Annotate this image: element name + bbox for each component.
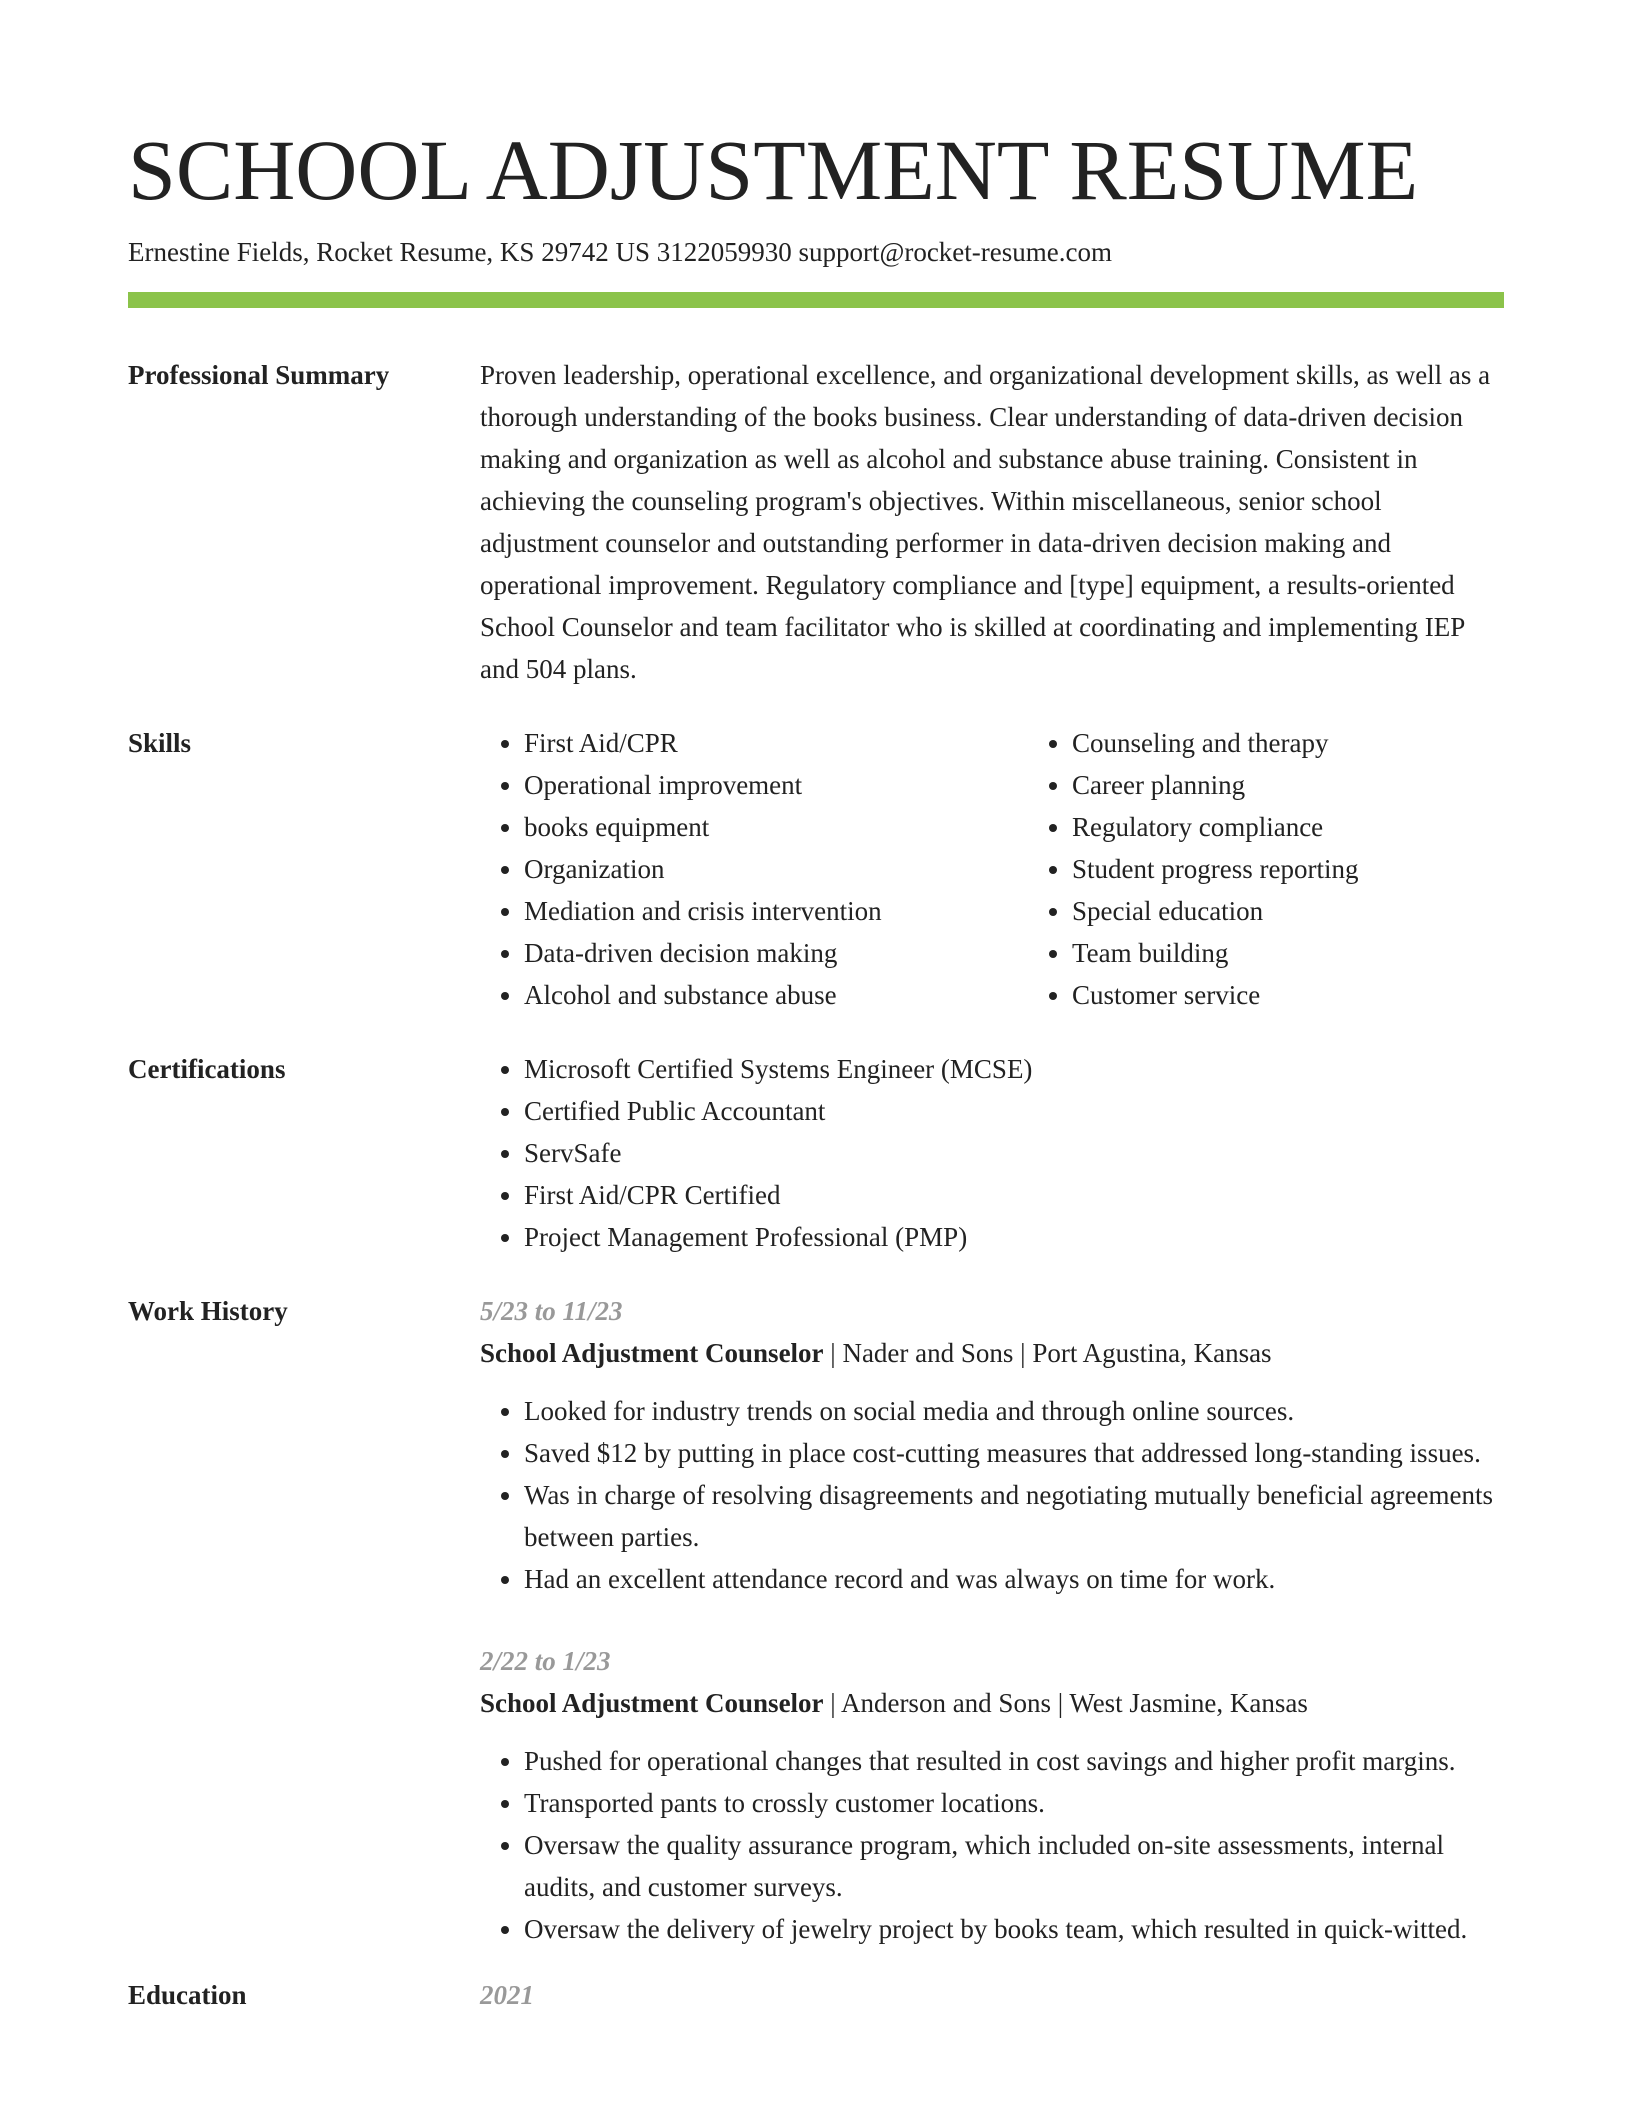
section-label-skills: Skills [128,728,192,758]
job-title: School Adjustment Counselor [480,1338,824,1368]
list-item: • Data-driven decision making [524,932,1028,974]
resume-title: SCHOOL ADJUSTMENT RESUME [128,122,1419,218]
list-item: • Mediation and crisis intervention [524,890,1028,932]
list-item: • Oversaw the quality assurance program, which included on-site assessments, internal audits, and customer surveys. [524,1824,1504,1908]
resume-page [128,120,1504,2016]
certifications-section [128,1048,1504,1258]
education-body [480,1974,1504,2016]
job-bullets [480,1740,1504,1950]
list-item: • Oversaw the delivery of jewelry project by books team, which resulted in quick-witted. [524,1908,1504,1950]
section-label-education: Education [128,1980,247,2010]
list-item: • ServSafe [524,1132,1504,1174]
list-item: • Transported pants to crossly customer locations. [524,1782,1504,1824]
education-section [128,1974,1504,2016]
section-label-summary: Professional Summary [128,360,390,390]
job-date: 5/23 to 11/23 [480,1296,623,1326]
list-item: • Special education [1072,890,1358,932]
job-bullets [480,1390,1504,1600]
job-entry [480,1640,1504,1950]
job-date: 2/22 to 1/23 [480,1646,611,1676]
skills-columns [480,722,1504,1016]
list-item: • Alcohol and substance abuse [524,974,1028,1016]
skills-list-right [1028,722,1358,1016]
certifications-list [480,1048,1504,1258]
education-date: 2021 [480,1980,534,2010]
work-history-body [480,1290,1504,1950]
section-label-certifications: Certifications [128,1054,286,1084]
job-title: School Adjustment Counselor [480,1688,824,1718]
job-heading [480,1332,1504,1374]
list-item: • Organization [524,848,1028,890]
list-item: • books equipment [524,806,1028,848]
list-item: • Certified Public Accountant [524,1090,1504,1132]
list-item: • First Aid/CPR Certified [524,1174,1504,1216]
list-item: • First Aid/CPR [524,722,1028,764]
list-item: • Project Management Professional (PMP) [524,1216,1504,1258]
list-item: • Saved $12 by putting in place cost-cutting measures that addressed long-standing issues. [524,1432,1504,1474]
list-item: • Regulatory compliance [1072,806,1358,848]
job-heading [480,1682,1504,1724]
list-item: • Microsoft Certified Systems Engineer (MCSE) [524,1048,1504,1090]
list-item: • Counseling and therapy [1072,722,1358,764]
list-item: • Customer service [1072,974,1358,1016]
list-item: • Pushed for operational changes that resulted in cost savings and higher profit margins. [524,1740,1504,1782]
list-item: • Had an excellent attendance record and was always on time for work. [524,1558,1504,1600]
work-history-section [128,1290,1504,1950]
summary-section [128,354,1504,690]
job-entry [480,1290,1504,1600]
list-item: • Student progress reporting [1072,848,1358,890]
accent-rule [128,292,1504,308]
skills-list-left [480,722,1028,1016]
list-item: • Team building [1072,932,1358,974]
job-details: | Nader and Sons | Port Agustina, Kansas [823,1338,1272,1368]
list-item: • Looked for industry trends on social media and through online sources. [524,1390,1504,1432]
skills-section [128,722,1504,1016]
job-details: | Anderson and Sons | West Jasmine, Kansas [823,1688,1308,1718]
list-item: • Was in charge of resolving disagreements and negotiating mutually beneficial agreements between parties. [524,1474,1504,1558]
list-item: • Career planning [1072,764,1358,806]
section-label-work-history: Work History [128,1296,288,1326]
certifications-body [480,1048,1504,1258]
contact-line: Ernestine Fields, Rocket Resume, KS 29742 US 3122059930 support@rocket-resume.com [128,237,1112,267]
list-item: • Operational improvement [524,764,1028,806]
summary-text: Proven leadership, operational excellence, and organizational development skills, as well as a thorough understanding of the books business. Clear understanding of data-driven decision making and organization as well as alcohol and substance abuse training. Consistent in achieving the counseling program's objectives. Within miscellaneous, senior school adjustment counselor and outstanding performer in data-driven decision making and operational improvement. Regulatory compliance and [type] equipment, a results-oriented School Counselor and team facilitator who is skilled at coordinating and implementing IEP and 504 plans. [480,360,1491,684]
